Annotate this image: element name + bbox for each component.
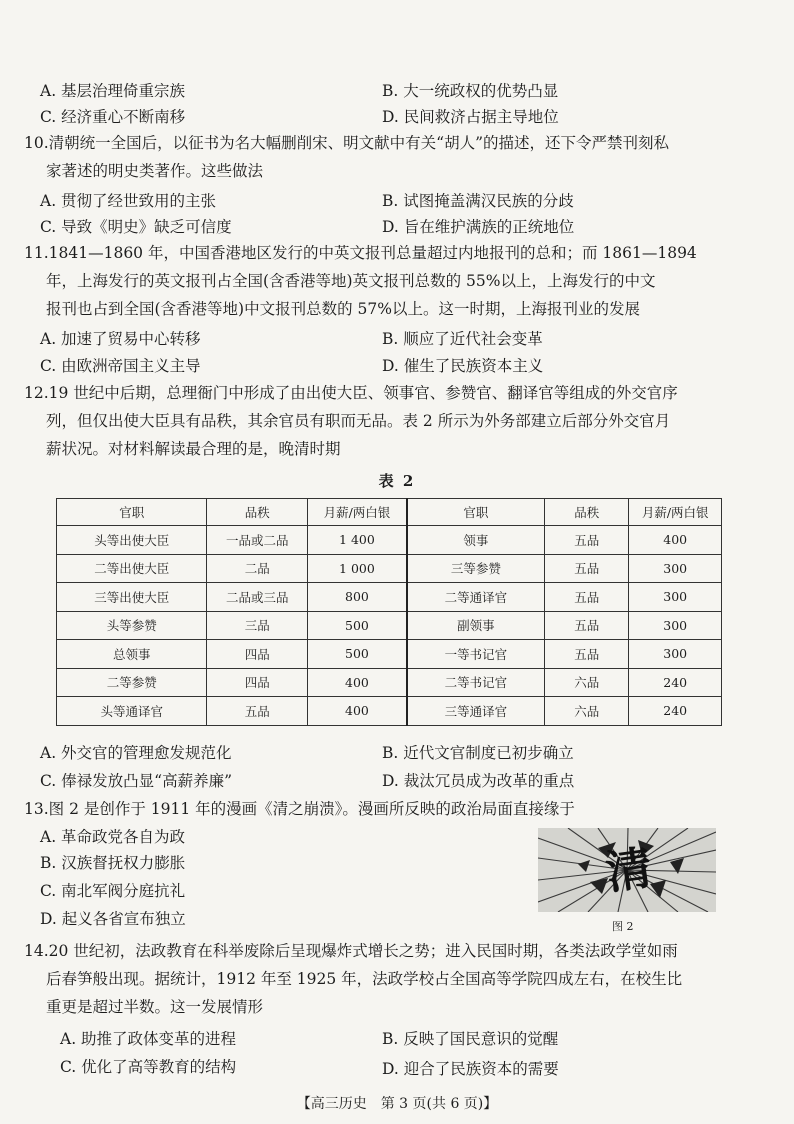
cell-salary: 300 — [629, 640, 722, 669]
q14-stem-line-3: 重更是超过半数。这一发展情形 — [46, 998, 264, 1016]
table-row — [57, 640, 722, 669]
cell-rank: 四品 — [207, 668, 308, 697]
cell-post: 三等出使大臣 — [57, 583, 207, 612]
cartoon-glyph: 清 — [602, 840, 656, 900]
cell-post: 头等通译官 — [57, 697, 207, 726]
cell-rank: 五品 — [207, 697, 308, 726]
cell-post: 三等通译官 — [407, 697, 545, 726]
cell-post: 头等参赞 — [57, 611, 207, 640]
cell-rank: 一品或二品 — [207, 526, 308, 555]
q12-option-a: A. 外交官的管理愈发规范化 — [40, 744, 232, 762]
cell-post: 二等参赞 — [57, 668, 207, 697]
q10-option-c: C. 导致《明史》缺乏可信度 — [40, 218, 232, 236]
q10-option-b: B. 试图掩盖满汉民族的分歧 — [382, 192, 574, 210]
cell-salary: 500 — [308, 611, 407, 640]
q10-stem-line-1: 10.清朝统一全国后，以征书为名大幅删削宋、明文献中有关“胡人”的描述，还下令严禁刊刻私 — [24, 134, 670, 152]
q12-option-d: D. 裁汰冗员成为改革的重点 — [382, 772, 575, 790]
cell-post: 二等通译官 — [407, 583, 545, 612]
header-post-left: 官职 — [57, 499, 207, 526]
q9-option-c: C. 经济重心不断南移 — [40, 108, 186, 126]
cell-post: 头等出使大臣 — [57, 526, 207, 555]
table-row — [57, 583, 722, 612]
cell-salary: 1 400 — [308, 526, 407, 555]
cell-rank: 三品 — [207, 611, 308, 640]
q12-stem-line-2: 列，但仅出使大臣具有品秩，其余官员有职而无品。表 2 所示为外务部建立后部分外交官月 — [46, 412, 671, 430]
cell-rank: 五品 — [545, 640, 629, 669]
cartoon-figure — [538, 828, 716, 912]
header-rank-left: 品秩 — [207, 499, 308, 526]
cell-rank: 六品 — [545, 697, 629, 726]
cell-rank: 六品 — [545, 668, 629, 697]
q14-option-b: B. 反映了国民意识的觉醒 — [382, 1030, 559, 1048]
q11-stem-line-3: 报刊也占到全国(含香港等地)中文报刊总数的 57%以上。这一时期，上海报刊业的发展 — [46, 300, 640, 318]
q11-stem-line-2: 年，上海发行的英文报刊占全国(含香港等地)英文报刊总数的 55%以上，上海发行的中文 — [46, 272, 656, 290]
q9-option-b: B. 大一统政权的优势凸显 — [382, 82, 559, 100]
q13-option-b: B. 汉族督抚权力膨胀 — [40, 854, 186, 872]
cell-post: 一等书记官 — [407, 640, 545, 669]
table-header-row — [57, 499, 722, 526]
q12-option-c: C. 俸禄发放凸显“高薪养廉” — [40, 772, 233, 790]
cell-post: 副领事 — [407, 611, 545, 640]
table-row — [57, 697, 722, 726]
table-caption: 表 2 — [378, 472, 416, 490]
cell-post: 二等书记官 — [407, 668, 545, 697]
cell-post: 二等出使大臣 — [57, 554, 207, 583]
cell-rank: 五品 — [545, 611, 629, 640]
q13-option-c: C. 南北军阀分庭抗礼 — [40, 882, 186, 900]
q11-option-a: A. 加速了贸易中心转移 — [40, 330, 201, 348]
cell-salary: 300 — [629, 583, 722, 612]
q14-stem-line-1: 14.20 世纪初，法政教育在科举废除后呈现爆炸式增长之势；进入民国时期，各类法政学堂如雨 — [24, 942, 678, 960]
q11-option-d: D. 催生了民族资本主义 — [382, 357, 544, 375]
table-row — [57, 526, 722, 555]
q14-option-a: A. 助推了政体变革的进程 — [60, 1030, 237, 1048]
cell-salary: 400 — [308, 697, 407, 726]
cell-salary: 300 — [629, 611, 722, 640]
cell-salary: 300 — [629, 554, 722, 583]
header-salary-right: 月薪/两白银 — [629, 499, 722, 526]
q11-option-c: C. 由欧洲帝国主义主导 — [40, 357, 201, 375]
q12-option-b: B. 近代文官制度已初步确立 — [382, 744, 574, 762]
cell-salary: 500 — [308, 640, 407, 669]
q13-option-d: D. 起义各省宣布独立 — [40, 910, 186, 928]
cell-post: 三等参赞 — [407, 554, 545, 583]
cell-rank: 五品 — [545, 554, 629, 583]
cell-salary: 800 — [308, 583, 407, 612]
q13-option-a: A. 革命政党各自为政 — [40, 828, 186, 846]
cell-rank: 二品或三品 — [207, 583, 308, 612]
cell-salary: 240 — [629, 668, 722, 697]
q12-stem-line-3: 薪状况。对材料解读最合理的是，晚清时期 — [46, 440, 341, 458]
cell-rank: 五品 — [545, 583, 629, 612]
header-post-right: 官职 — [407, 499, 545, 526]
cell-rank: 二品 — [207, 554, 308, 583]
q14-option-d: D. 迎合了民族资本的需要 — [382, 1060, 559, 1078]
cell-post: 总领事 — [57, 640, 207, 669]
cell-rank: 五品 — [545, 526, 629, 555]
q9-option-d: D. 民间救济占据主导地位 — [382, 108, 559, 126]
cell-post: 领事 — [407, 526, 545, 555]
q9-option-a: A. 基层治理倚重宗族 — [40, 82, 186, 100]
page-footer: 【高三历史 第 3 页(共 6 页)】 — [296, 1096, 498, 1112]
header-salary-left: 月薪/两白银 — [308, 499, 407, 526]
cell-salary: 400 — [308, 668, 407, 697]
table-row — [57, 611, 722, 640]
table-row — [57, 668, 722, 697]
q11-option-b: B. 顺应了近代社会变革 — [382, 330, 543, 348]
q12-stem-line-1: 12.19 世纪中后期，总理衙门中形成了由出使大臣、领事官、参赞官、翻译官等组成的外交官序 — [24, 384, 678, 402]
q10-option-a: A. 贯彻了经世致用的主张 — [40, 192, 217, 210]
cell-salary: 240 — [629, 697, 722, 726]
q14-stem-line-2: 后春笋般出现。据统计，1912 年至 1925 年，法政学校占全国高等学院四成左右，在校生比 — [46, 970, 683, 988]
figure-caption: 图 2 — [612, 920, 634, 933]
cell-salary: 400 — [629, 526, 722, 555]
q11-stem-line-1: 11.1841—1860 年，中国香港地区发行的中英文报刊总量超过内地报刊的总和；而 1861—1894 — [24, 244, 697, 262]
cell-rank: 四品 — [207, 640, 308, 669]
salary-table — [56, 498, 722, 726]
cell-salary: 1 000 — [308, 554, 407, 583]
header-rank-right: 品秩 — [545, 499, 629, 526]
q10-stem-line-2: 家著述的明史类著作。这些做法 — [46, 162, 264, 180]
q13-stem-line-1: 13.图 2 是创作于 1911 年的漫画《清之崩溃》。漫画所反映的政治局面直接缘于 — [24, 800, 575, 818]
q10-option-d: D. 旨在维护满族的正统地位 — [382, 218, 575, 236]
table-row — [57, 554, 722, 583]
q14-option-c: C. 优化了高等教育的结构 — [60, 1058, 237, 1076]
